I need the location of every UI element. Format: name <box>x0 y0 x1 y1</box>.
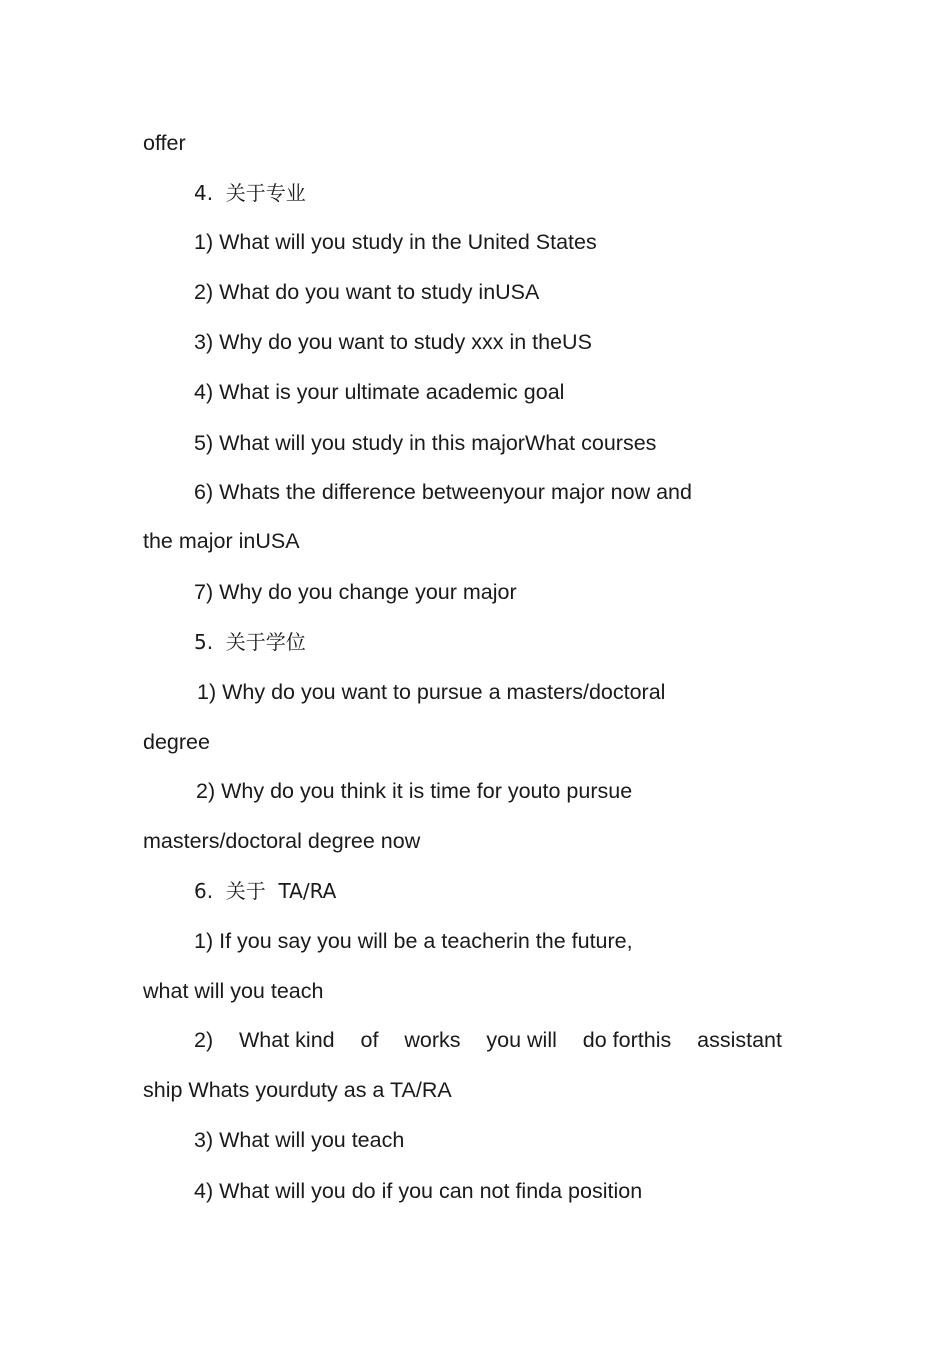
question-major-4: 4) What is your ultimate academic goal <box>194 380 565 404</box>
question-degree-1-continued: degree <box>143 730 210 754</box>
text-line-offer: offer <box>143 131 186 155</box>
question-major-6-continued: the major inUSA <box>143 529 300 553</box>
question-ta-ra-1-continued: what will you teach <box>143 979 324 1003</box>
justified-word: do forthis <box>582 1028 672 1052</box>
justified-word: assistant <box>697 1028 782 1052</box>
question-major-6: 6) Whats the difference betweenyour major now and <box>194 480 692 504</box>
question-ta-ra-2-continued: ship Whats yourduty as a TA/RA <box>143 1078 452 1102</box>
question-major-3: 3) Why do you want to study xxx in theUS <box>194 330 592 354</box>
section-heading-major: 4. 关于专业 <box>194 181 306 205</box>
section-heading-degree: 5. 关于学位 <box>194 630 306 654</box>
question-major-2: 2) What do you want to study inUSA <box>194 280 540 304</box>
justified-word: What kind <box>239 1028 335 1052</box>
justified-word: 2) <box>194 1028 214 1052</box>
justified-word: you will <box>486 1028 557 1052</box>
question-degree-2: 2) Why do you think it is time for youto pursue <box>196 779 633 803</box>
question-major-7: 7) Why do you change your major <box>194 580 517 604</box>
question-ta-ra-4: 4) What will you do if you can not finda position <box>194 1179 643 1203</box>
question-ta-ra-2 <box>194 1027 782 1053</box>
question-major-1: 1) What will you study in the United States <box>194 230 597 254</box>
question-ta-ra-3: 3) What will you teach <box>194 1128 405 1152</box>
question-degree-2-continued: masters/doctoral degree now <box>143 829 421 853</box>
justified-word: works <box>404 1028 461 1052</box>
justified-word: of <box>360 1028 379 1052</box>
question-major-5: 5) What will you study in this majorWhat courses <box>194 431 657 455</box>
question-degree-1: 1) Why do you want to pursue a masters/doctoral <box>197 680 666 704</box>
question-ta-ra-1: 1) If you say you will be a teacherin the future, <box>194 929 633 953</box>
section-heading-ta-ra: 6. 关于 TA/RA <box>194 879 337 903</box>
